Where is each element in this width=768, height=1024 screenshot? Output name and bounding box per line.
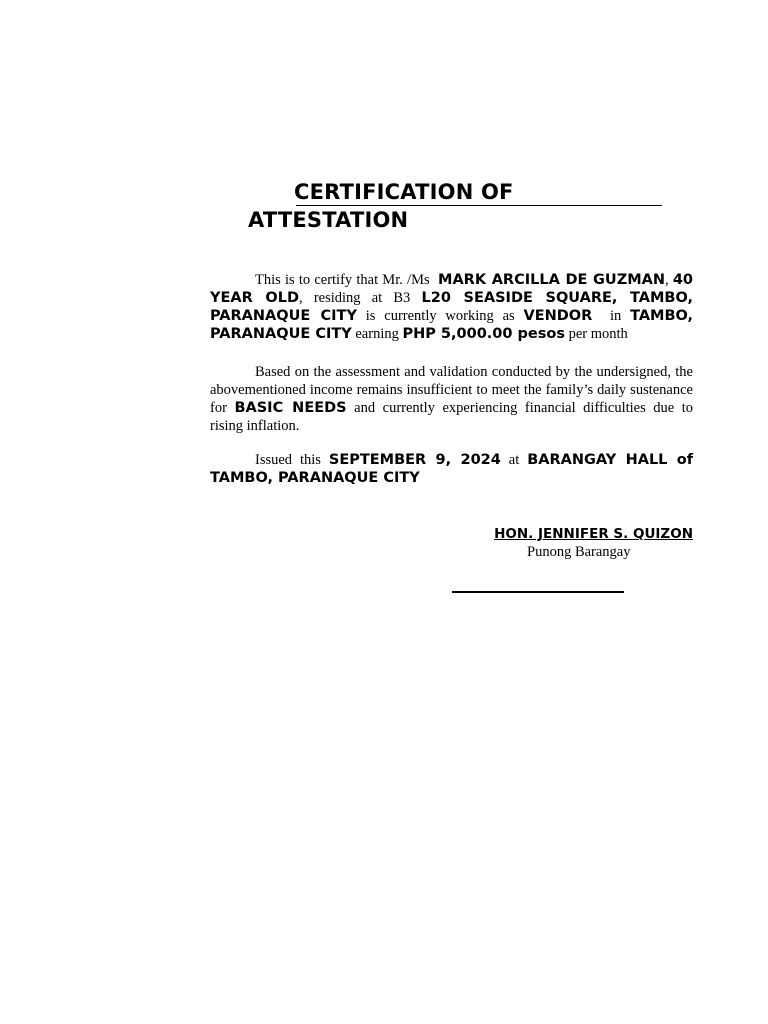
person-address: L20 SEASIDE SQUARE, TAMBO, PARANAQUE CITY: [210, 290, 694, 324]
para2-text-2: and currently experiencing financial difficulties due to rising inflation.: [210, 400, 694, 434]
para3-text-2: at: [508, 452, 520, 468]
certification-paragraph: [210, 271, 693, 343]
monthly-income: PHP 5,000.00 pesos: [402, 326, 565, 342]
person-name: MARK ARCILLA DE GUZMAN: [438, 272, 665, 288]
issue-place: BARANGAY HALL of TAMBO, PARANAQUE CITY: [210, 452, 694, 486]
document-title-line-1: CERTIFICATION OF: [294, 180, 514, 204]
person-age: 40 YEAR OLD: [210, 272, 694, 306]
work-location: TAMBO, PARANAQUE CITY: [210, 308, 694, 342]
assessment-paragraph: [210, 363, 693, 435]
signatory-name: HON. JENNIFER S. QUIZON: [494, 526, 693, 542]
para1-text-1: This is to certify that Mr. /Ms: [255, 272, 430, 288]
person-occupation: VENDOR: [523, 308, 593, 324]
title-underline: [296, 205, 662, 206]
para1-text-4: is currently working as: [365, 308, 515, 324]
para1-text-6: earning: [355, 326, 399, 342]
needs-label: BASIC NEEDS: [234, 400, 347, 416]
para1-text-2: ,: [665, 272, 669, 288]
signature-line: [452, 591, 624, 593]
para3-text-1: Issued this: [255, 452, 321, 468]
para1-text-3: , residing at B3: [299, 290, 411, 306]
signatory-title: Punong Barangay: [527, 544, 631, 560]
issue-date: SEPTEMBER 9, 2024: [328, 452, 501, 468]
para1-text-5: in: [609, 308, 622, 324]
para2-text-1: Based on the assessment and validation conducted by the undersigned, the abovementioned income remains insufficient to meet the family’s daily sustenance for: [210, 364, 693, 416]
document-title-line-2: ATTESTATION: [248, 208, 409, 232]
issuance-paragraph: [210, 451, 693, 487]
para1-text-7: per month: [568, 326, 628, 342]
